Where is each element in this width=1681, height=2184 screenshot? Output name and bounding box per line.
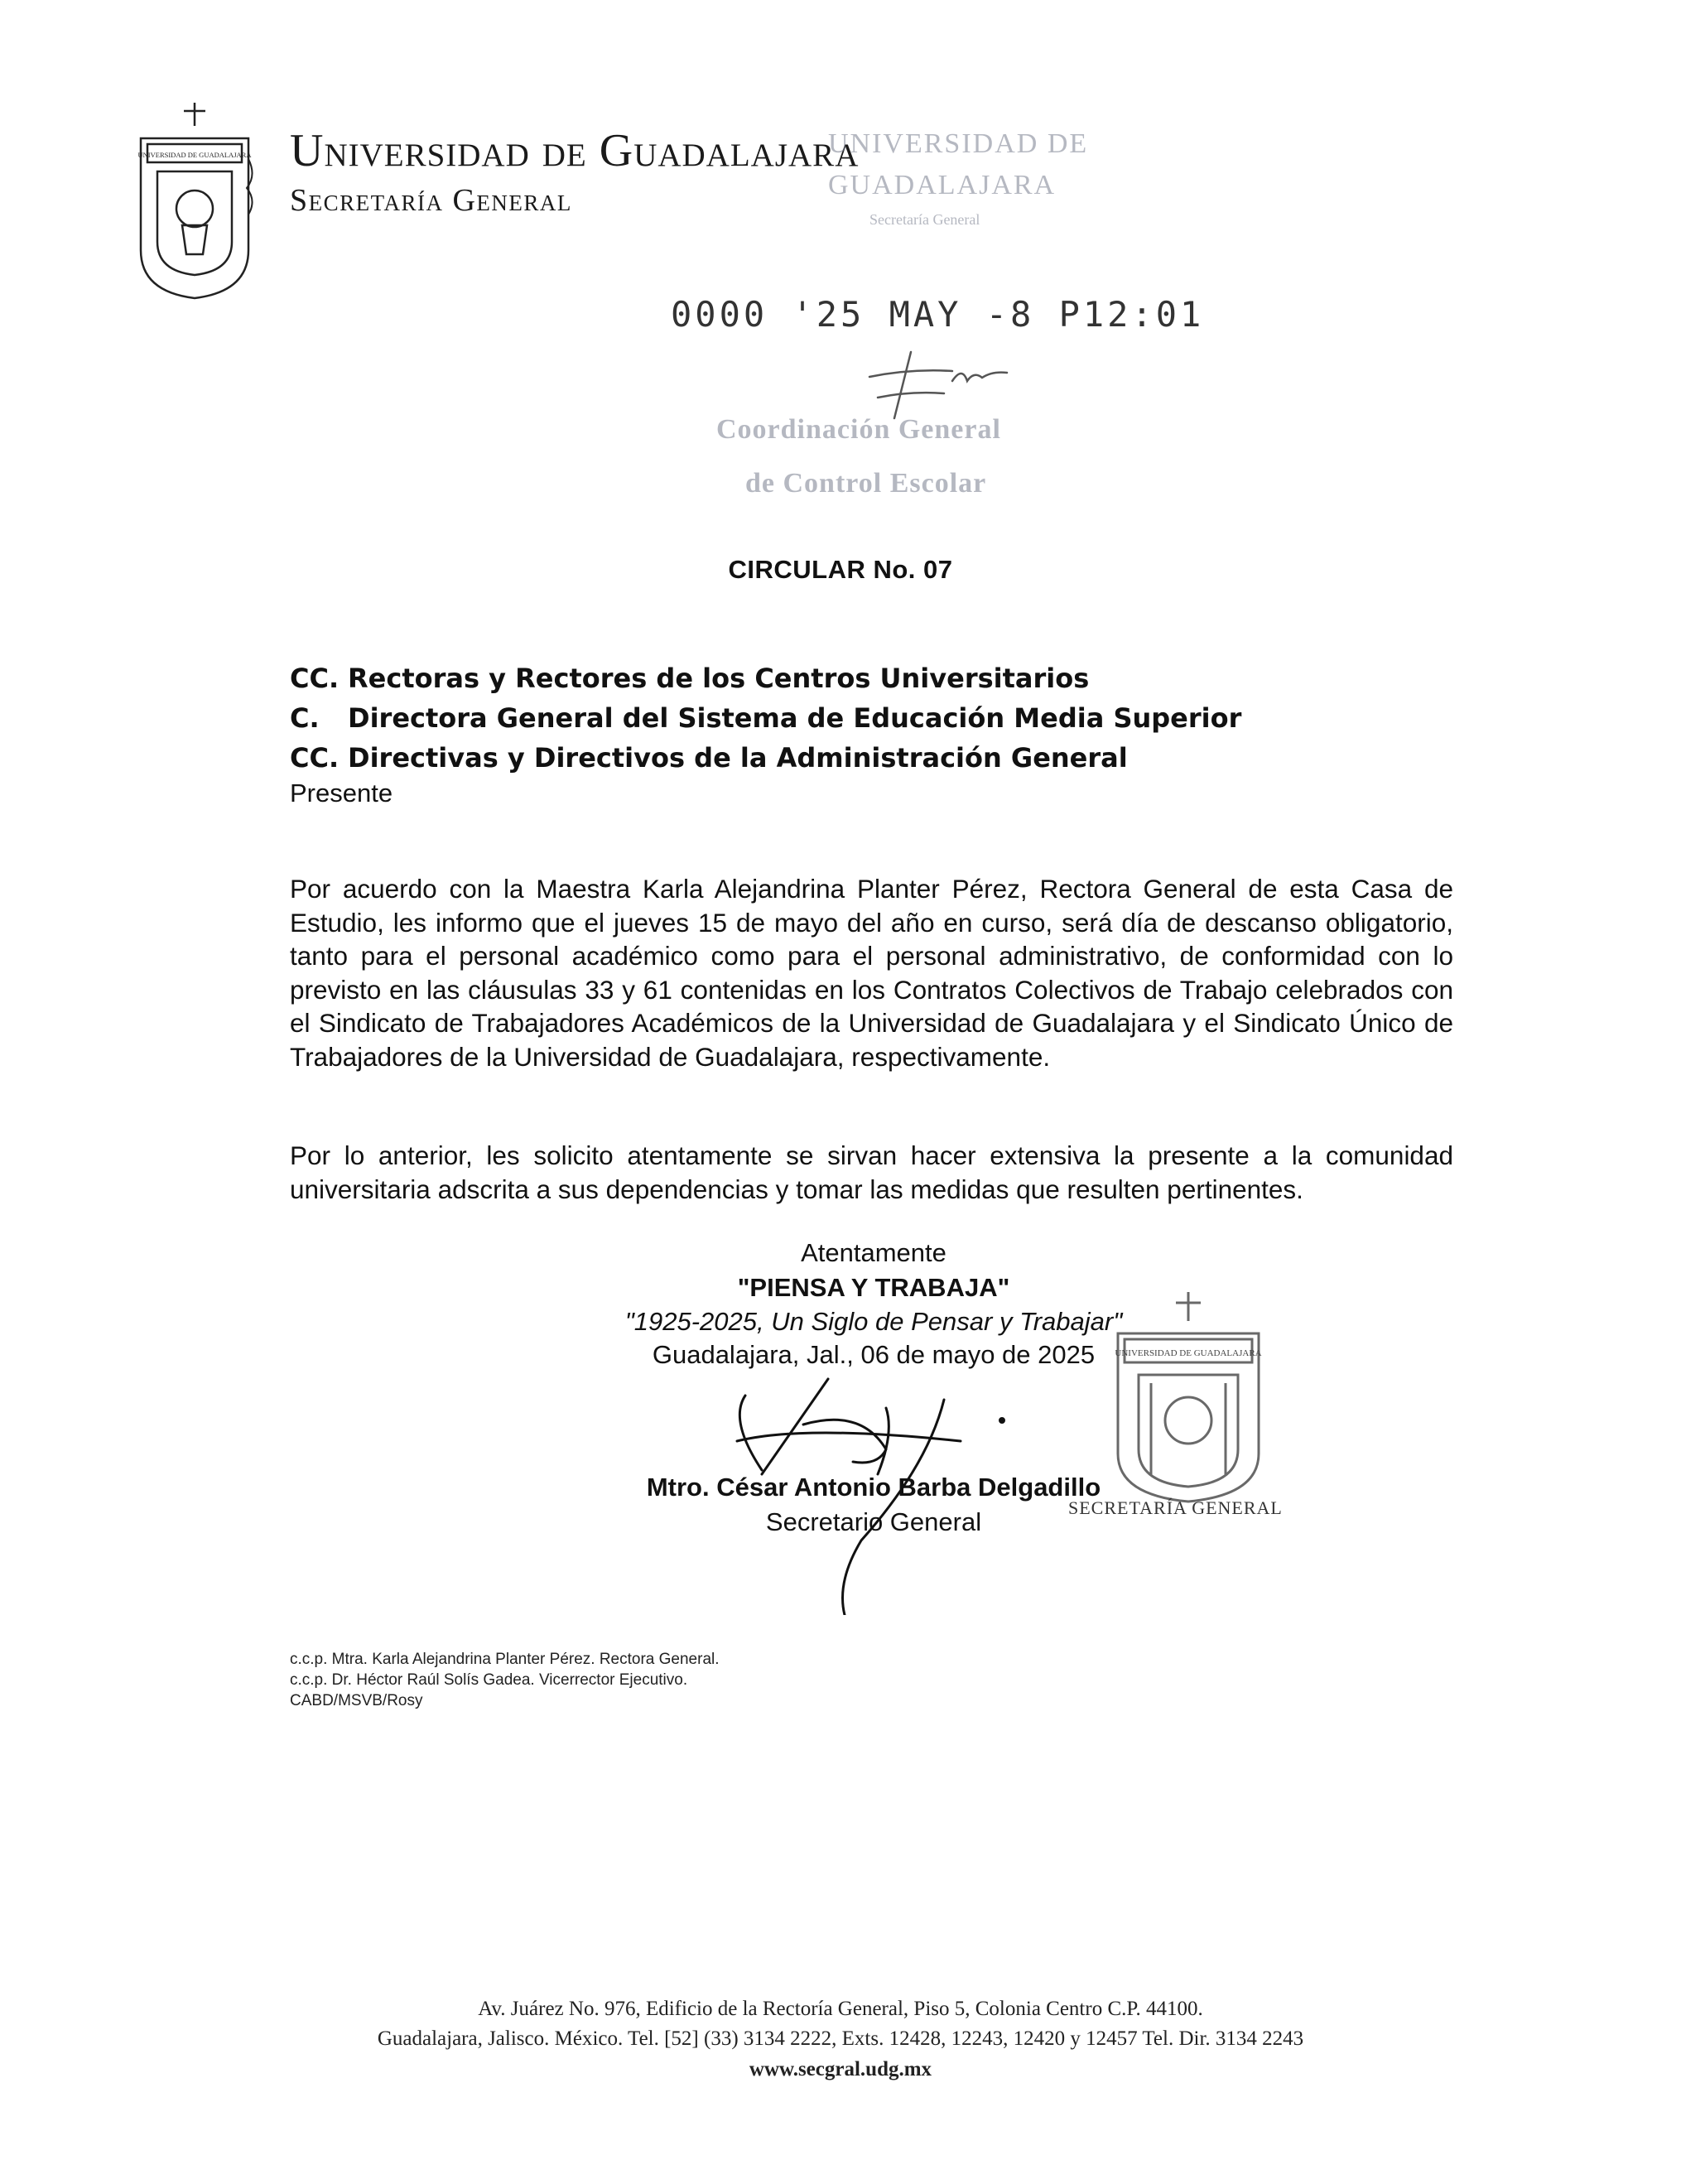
office-name: Secretaría General (290, 183, 572, 218)
stamp-line-4: Coordinación General (716, 414, 1001, 445)
footer-contact: Guadalajara, Jalisco. México. Tel. [52] (33) 3134 2222, Exts. 12428, 12243, 12420 y 12457 Tel. Dir. 3134 2243 (377, 2027, 1304, 2050)
university-name: Universidad de Guadalajara (290, 125, 860, 176)
signer-name: Mtro. César Antonio Barba Delgadillo (646, 1473, 1101, 1502)
reference-initials: CABD/MSVB/Rosy (290, 1692, 423, 1709)
greeting: Presente (290, 779, 393, 808)
footer-address: Av. Juárez No. 976, Edificio de la Rectoría General, Piso 5, Colonia Centro C.P. 44100. (478, 1998, 1203, 2020)
svg-text:UNIVERSIDAD DE GUADALAJARA: UNIVERSIDAD DE GUADALAJARA (137, 151, 252, 159)
closing-salutation: Atentamente (801, 1238, 946, 1267)
official-seal-stamp (1101, 1288, 1275, 1503)
addressee-line (290, 663, 1089, 694)
place-and-date: Guadalajara, Jal., 06 de mayo de 2025 (652, 1340, 1096, 1369)
stamp-line-2: GUADALAJARA (828, 170, 1057, 200)
university-crest-logo (132, 101, 257, 300)
addressee-text: Directora General del Sistema de Educación Media Superior (348, 702, 1242, 734)
addressee-prefix: CC. (290, 742, 340, 774)
signer-title: Secretario General (765, 1507, 982, 1536)
stamp-line-5: de Control Escolar (745, 468, 987, 499)
addressee-text: Rectoras y Rectores de los Centros Universitarios (348, 663, 1090, 694)
addressee-prefix: CC. (290, 663, 340, 694)
body-paragraph: Por lo anterior, les solicito atentamente se sirvan hacer extensiva la presente a la comunidad universitaria adscrita a sus dependencias y tomar las medidas que resulten pertinentes. (290, 1140, 1453, 1204)
carbon-copy-line: c.c.p. Mtra. Karla Alejandrina Planter Pérez. Rectora General. (290, 1651, 720, 1668)
stamp-line-1: UNIVERSIDAD DE (828, 128, 1089, 159)
document-title: CIRCULAR No. 07 (728, 555, 953, 584)
svg-text:UNIVERSIDAD DE GUADALAJARA: UNIVERSIDAD DE GUADALAJARA (1115, 1348, 1262, 1358)
addressee-text: Directivas y Directivos de la Administración General (348, 742, 1128, 774)
addressee-line (290, 742, 1128, 774)
carbon-copy-line: c.c.p. Dr. Héctor Raúl Solís Gadea. Vicerrector Ejecutivo. (290, 1671, 688, 1689)
stamp-timestamp: 0000 '25 MAY -8 P12:01 (671, 294, 1205, 335)
addressee-line (290, 702, 1241, 734)
footer-website-link[interactable]: www.secgral.udg.mx (749, 2058, 932, 2080)
seal-label: SECRETARÍA GENERAL (1068, 1497, 1283, 1518)
stamp-initials-signature (861, 348, 1027, 422)
centenary-slogan: "1925-2025, Un Siglo de Pensar y Trabajar" (624, 1307, 1123, 1336)
addressee-prefix: C. (290, 702, 320, 734)
stamp-line-3: Secretaría General (869, 211, 980, 228)
body-paragraph: Por acuerdo con la Maestra Karla Alejandrina Planter Pérez, Rectora General de esta Casa de Estudio, les informo que el jueves 15 de mayo del año en curso, será día de descanso obligatorio, tanto para el personal académico como para el personal administrativo, de conformidad con lo previsto en las cláusulas 33 y 61 contenidas en los Contratos Colectivos de Trabajo celebrados con el Sindicato de Trabajadores Académicos de la Universidad de Guadalajara y el Sindicato Único de Trabajadores de la Universidad de Guadalajara, respectivamente. (290, 874, 1453, 1072)
university-motto: "PIENSA Y TRABAJA" (737, 1273, 1010, 1302)
